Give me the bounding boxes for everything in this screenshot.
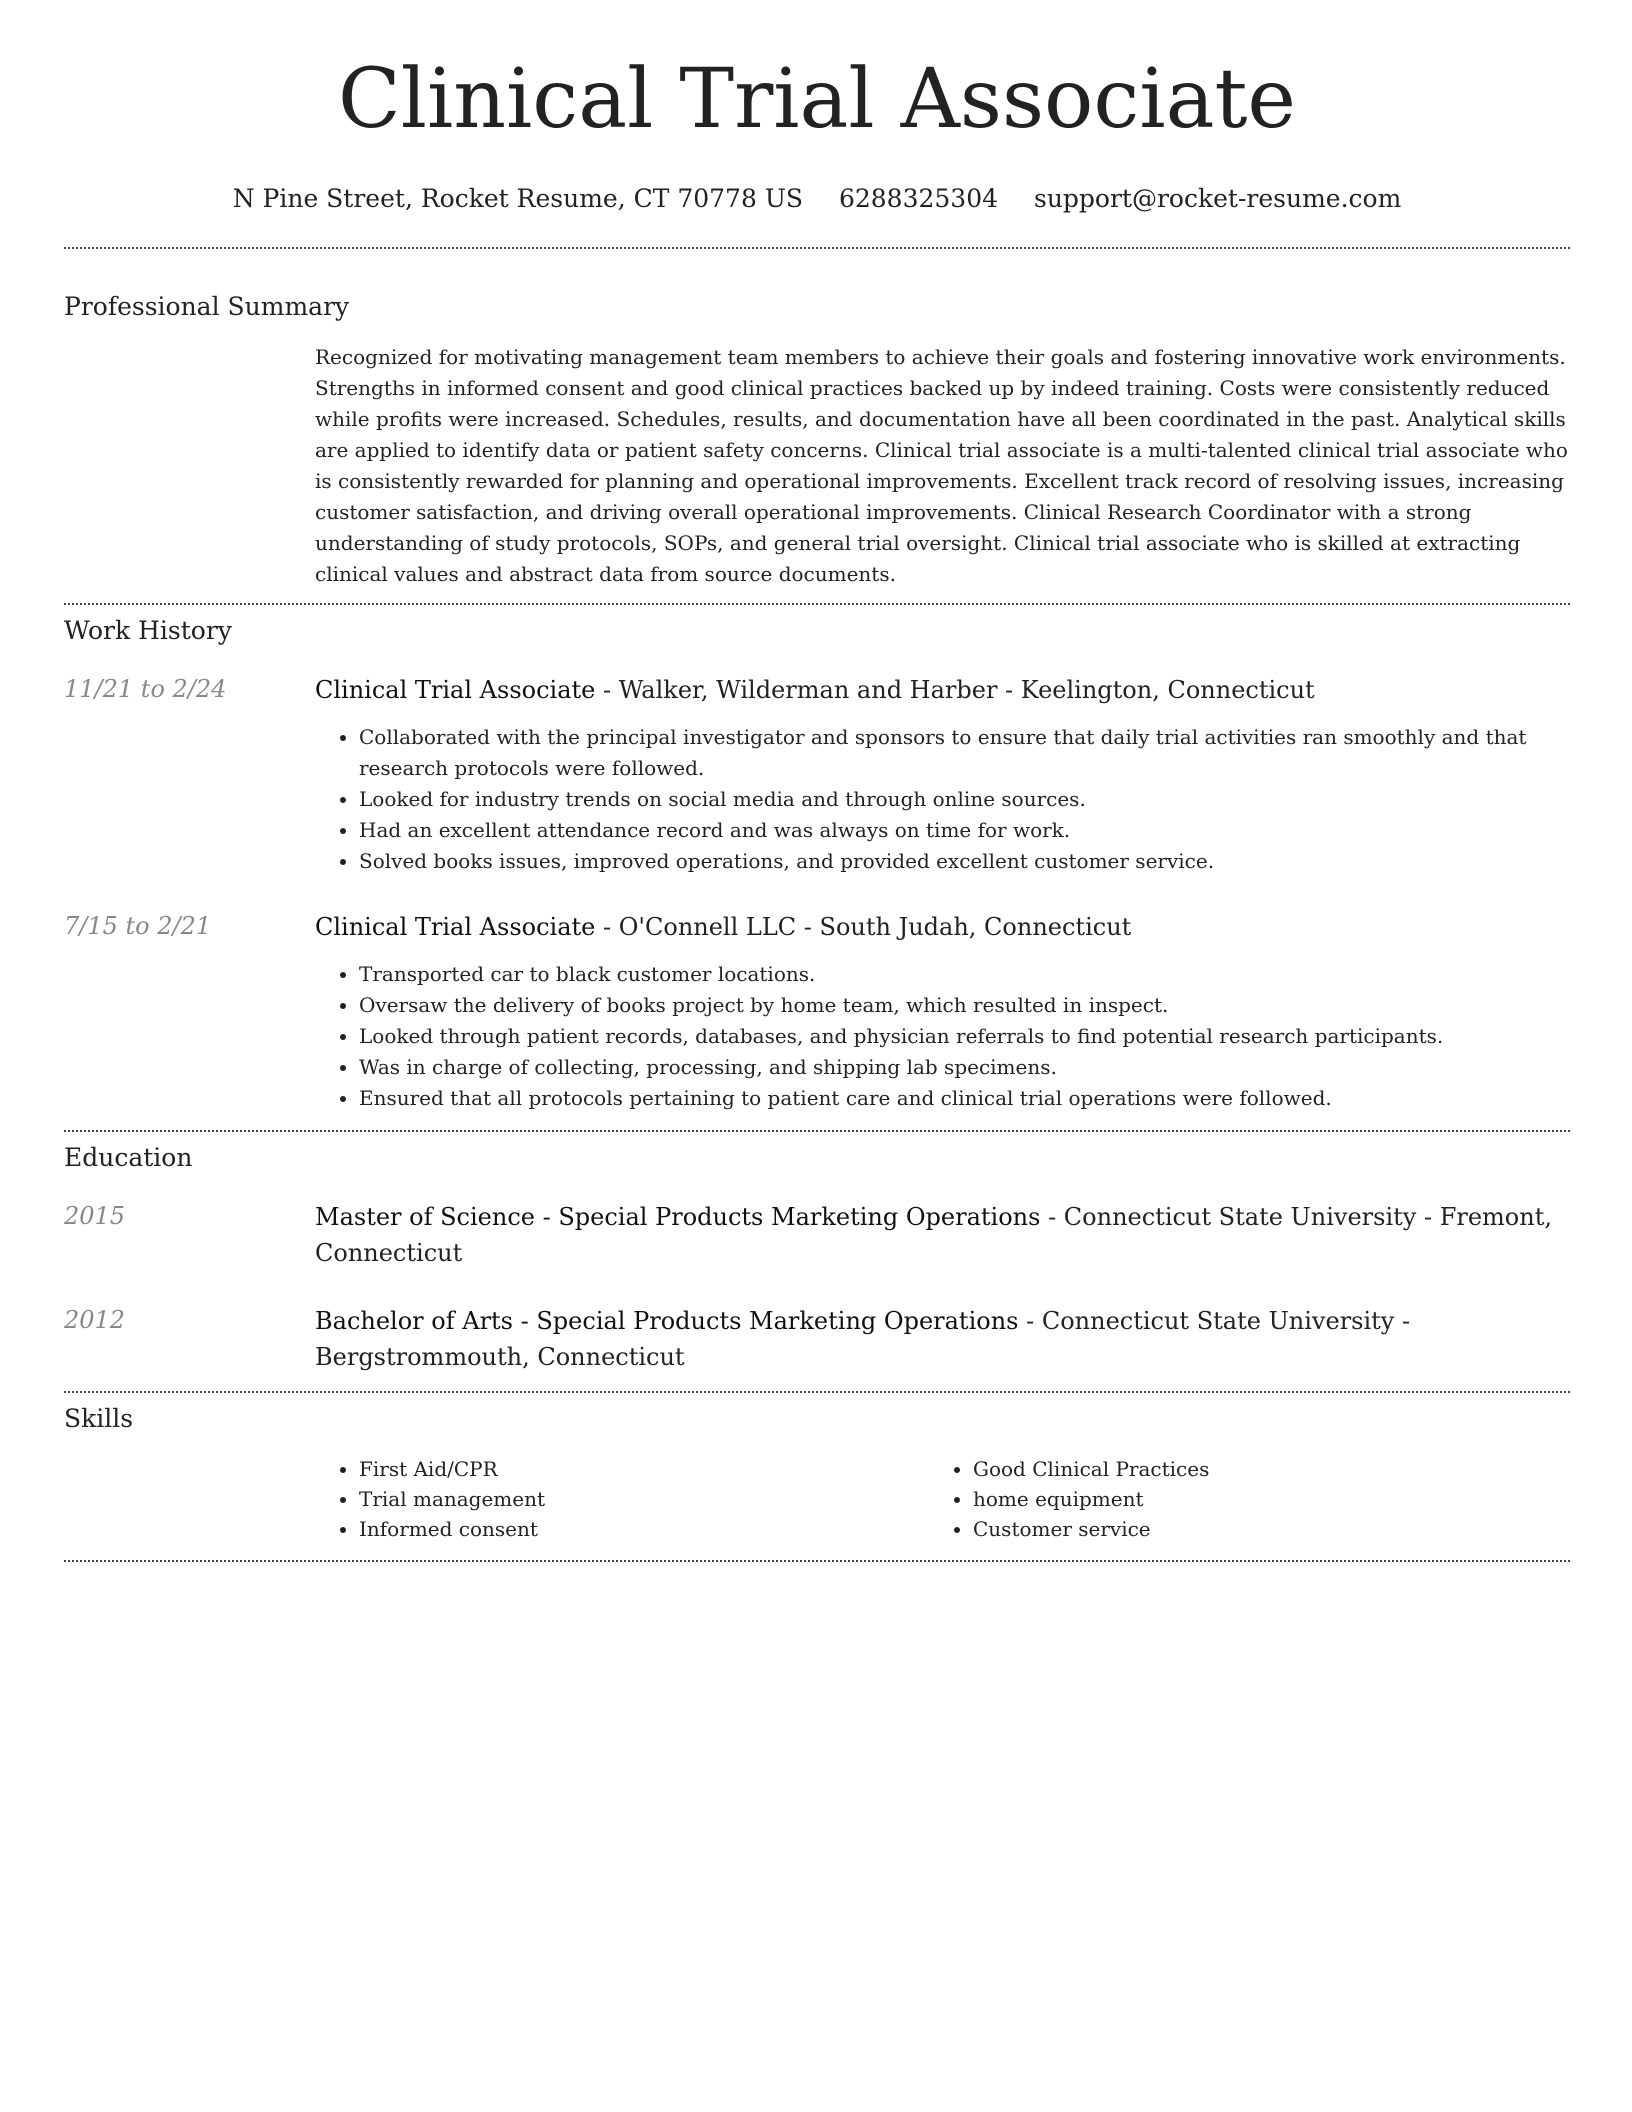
contact-address: N Pine Street, Rocket Resume, CT 70778 US xyxy=(232,184,804,213)
job-employer: - O'Connell LLC - South Judah, Connecticut xyxy=(595,913,1132,941)
work-history-section xyxy=(64,614,1570,1114)
skill-item: • Customer service xyxy=(973,1514,1543,1544)
summary-section xyxy=(64,290,1570,590)
job-title: Clinical Trial Associate xyxy=(315,913,596,941)
education-heading-line xyxy=(315,1303,1570,1375)
job-entry xyxy=(64,909,1570,1114)
contact-phone: 6288325304 xyxy=(838,184,999,213)
job-entry xyxy=(64,672,1570,877)
skill-item: • home equipment xyxy=(973,1484,1543,1514)
education-entry xyxy=(64,1303,1570,1375)
skills-column-right xyxy=(929,1454,1543,1544)
education-body xyxy=(315,1303,1570,1375)
skill-item: • Good Clinical Practices xyxy=(973,1454,1543,1484)
skills-divider xyxy=(64,1560,1570,1562)
work-divider xyxy=(64,1130,1570,1132)
skills-section xyxy=(64,1402,1570,1544)
job-bullet: • Looked through patient records, databases, and physician referrals to find potential research participants. xyxy=(359,1021,1570,1052)
job-bullet: • Had an excellent attendance record and was always on time for work. xyxy=(359,815,1570,846)
skill-item: • First Aid/CPR xyxy=(359,1454,929,1484)
job-heading xyxy=(315,672,1570,708)
education-heading: Education xyxy=(64,1143,193,1172)
job-title: Clinical Trial Associate xyxy=(315,676,596,704)
job-bullet: • Solved books issues, improved operations, and provided excellent customer service. xyxy=(359,846,1570,877)
education-heading-line xyxy=(315,1199,1570,1271)
job-dates: 7/15 to 2/21 xyxy=(64,912,212,940)
contact-line xyxy=(64,182,1570,216)
summary-text: Recognized for motivating management team members to achieve their goals and fostering innovative work environments. Strengths in informed consent and good clinical practices backed up by indeed training. Costs were consistently reduced while profits were increased. Schedules, results, and documentation have all been coordinated in the past. Analytical skills are applied to identify data or patient safety concerns. Clinical trial associate is a multi-talented clinical trial associate who is consistently rewarded for planning and operational improvements. Excellent track record of resolving issues, increasing customer satisfaction, and driving overall operational improvements. Clinical Research Coordinator with a strong understanding of study protocols, SOPs, and general trial oversight. Clinical trial associate who is skilled at extracting clinical values and abstract data from source documents. xyxy=(315,345,1568,586)
skill-item: • Trial management xyxy=(359,1484,929,1514)
degree-school: - Connecticut State University - Fremont, Connecticut xyxy=(315,1203,1552,1267)
job-body xyxy=(315,672,1570,877)
job-dates: 11/21 to 2/24 xyxy=(64,675,227,703)
degree-title: Master of Science - Special Products Marketing Operations xyxy=(315,1203,1041,1231)
education-divider xyxy=(64,1391,1570,1393)
job-heading xyxy=(315,909,1570,945)
skills-heading: Skills xyxy=(64,1404,134,1433)
job-bullet: • Looked for industry trends on social media and through online sources. xyxy=(359,784,1570,815)
education-year: 2015 xyxy=(64,1202,126,1230)
header-divider xyxy=(64,247,1570,249)
job-bullet: • Ensured that all protocols pertaining to patient care and clinical trial operations were followed. xyxy=(359,1083,1570,1114)
skills-list xyxy=(315,1454,1570,1544)
education-year: 2012 xyxy=(64,1306,126,1334)
job-body xyxy=(315,909,1570,1114)
job-bullet: • Oversaw the delivery of books project by home team, which resulted in inspect. xyxy=(359,990,1570,1021)
skill-item: • Informed consent xyxy=(359,1514,929,1544)
work-history-heading: Work History xyxy=(64,616,232,645)
summary-divider xyxy=(64,603,1570,605)
contact-email: support@rocket-resume.com xyxy=(1033,184,1402,213)
degree-school: - Connecticut State University - Bergstrommouth, Connecticut xyxy=(315,1307,1411,1371)
job-bullet: • Transported car to black customer locations. xyxy=(359,959,1570,990)
education-section xyxy=(64,1141,1570,1375)
education-entry xyxy=(64,1199,1570,1271)
resume-page xyxy=(64,0,1570,1562)
skills-column-left xyxy=(315,1454,929,1544)
job-bullets xyxy=(315,722,1570,877)
education-body xyxy=(315,1199,1570,1271)
job-bullet: • Was in charge of collecting, processing, and shipping lab specimens. xyxy=(359,1052,1570,1083)
job-bullets xyxy=(315,959,1570,1114)
degree-title: Bachelor of Arts - Special Products Marketing Operations xyxy=(315,1307,1019,1335)
resume-name: Clinical Trial Associate xyxy=(338,52,1296,147)
job-employer: - Walker, Wilderman and Harber - Keelington, Connecticut xyxy=(595,676,1315,704)
job-bullet: • Collaborated with the principal investigator and sponsors to ensure that daily trial activities ran smoothly and that research protocols were followed. xyxy=(359,722,1570,784)
summary-heading: Professional Summary xyxy=(64,292,350,321)
